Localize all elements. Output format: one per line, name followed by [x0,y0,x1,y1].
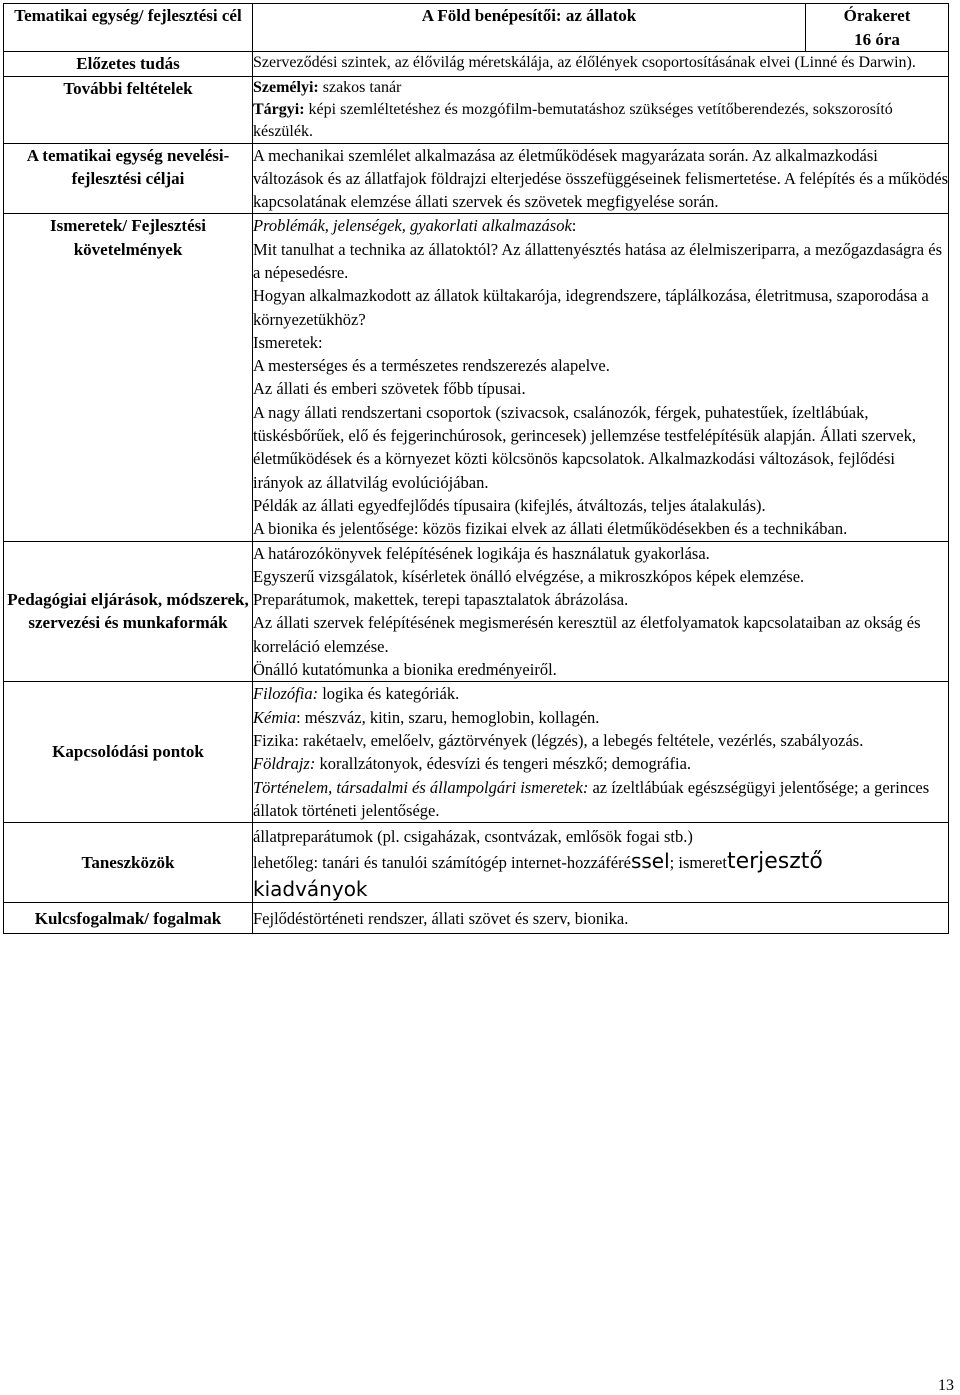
ismeretek-heading: Ismeretek: [253,332,323,352]
ismeretek-i2: Az állati és emberi szövetek főbb típusai. [253,379,526,399]
targyi-line: Tárgyi: képi szemléltetéshez és mozgófilm-bemutatáshoz szükséges vetítőberendezés, sokszorosító készülék. [253,100,893,140]
hours-value: 16 óra [854,29,900,49]
kulcsfogalmak-label: Kulcsfogalmak/ fogalmak [4,903,253,934]
szemelyi-label: Személyi: [253,78,319,96]
tovabbi-label: További feltételek [4,76,253,143]
page-number: 13 [938,1377,954,1394]
ismeretek-label: Ismeretek/ Fejlesztési követelmények [4,214,253,541]
pedagogiai-item: Az állati szervek felépítésének megismerésén keresztül az életfolyamatok kapcsolataiban az okság és korreláció elemzése. [253,613,921,656]
ismeretek-i3: A nagy állati rendszertani csoportok (szivacsok, csalánozók, férgek, puhatestűek, ízeltlábúak, tüskésbőrűek, elő és fejgerinchúrosok, gerincesek) jellemzése testfelépítésük alapján. Állati szervek, életműködések és a környezet közti kölcsönös kapcsolatok. Alkalmazkodási változások, fejlődési irányok az állatvilág evolúciójában. [253,402,916,492]
problems-heading: Problémák, jelenségek, gyakorlati alkalmazások: [253,216,577,236]
ismeretek-p2: Hogyan alkalmazkodott az állatok kültakarója, idegrendszere, táplálkozása, életritmusa, szaporodása a környezetükhöz? [253,286,929,329]
kapcsolodasi-row [4,682,949,823]
taneszkozok-label: Taneszközök [4,823,253,903]
filozofia-line: Filozófia: logika és kategóriák. [253,684,460,704]
ismeretek-p1: Mit tanulhat a technika az állatoktól? Az állattenyésztés hatása az élelmiszeriparra, a mezőgazdaságra és a népesedésre. [253,239,942,282]
curriculum-table [3,3,949,934]
kapcsolodasi-label: Kapcsolódási pontok [4,682,253,823]
taneszkozok-line3: kiadványok [253,877,368,902]
pedagogiai-item: Preparátumok, makettek, terepi tapasztalatok ábrázolása. [253,590,629,610]
szemelyi-line: Személyi: szakos tanár [253,78,402,96]
targyi-label: Tárgyi: [253,100,305,118]
taneszkozok-line2: lehetőleg: tanári és tanulói számítógép internet-hozzáféréssel; ismeretterjesztő [253,849,823,875]
celok-row [4,143,949,214]
fizika-line: Fizika: rakétaelv, emelőelv, gáztörvények (légzés), a lebegés feltétele, vezérlés, szabályozás. [253,730,864,750]
kemia-line: Kémia: mészváz, kitin, szaru, hemoglobin, kollagén. [253,707,600,727]
header-row [4,4,949,52]
unit-title: A Föld benépesítői: az állatok [253,4,806,51]
elozetes-row [4,52,949,77]
tortenelem-line: Történelem, társadalmi és állampolgári ismeretek: az ízeltlábúak egészségügyi jelentősége; a gerinces állatok történeti jelentősége. [253,777,930,820]
hours-cell [806,4,949,51]
taneszkozok-row [4,823,949,903]
header-inner [253,4,948,51]
foldrajz-line: Földrajz: korallzátonyok, édesvízi és tengeri mészkő; demográfia. [253,754,692,774]
elozetes-text: Szerveződési szintek, az élővilág méretskálája, az élőlények csoportosításának elvei (Linné és Darwin). [253,52,949,77]
celok-label: A tematikai egység nevelési-fejlesztési céljai [4,143,253,214]
taneszkozok-line1: állatpreparátumok (pl. csigaházak, csontvázak, emlősök fogai stb.) [253,827,693,847]
kulcsfogalmak-row [4,903,949,934]
ismeretek-i4: Példák az állati egyedfejlődés típusaira (kifejlés, átváltozás, teljes átalakulás). [253,495,766,515]
ismeretek-i5: A bionika és jelentősége: közös fizikai elvek az állati életműködésekben és a technikában. [253,519,848,539]
elozetes-label: Előzetes tudás [4,52,253,77]
celok-text: A mechanikai szemlélet alkalmazása az életműködések magyarázata során. Az alkalmazkodási változások és az állatfajok földrajzi elterjedése összefüggéseinek felismertetése. A felépítés és a működés kapcsolatának elemzése állati szervek és szövetek megfigyelése során. [253,143,949,214]
ismeretek-row [4,214,949,541]
kulcsfogalmak-text: Fejlődéstörténeti rendszer, állati szövet és szerv, bionika. [253,903,949,934]
pedagogiai-item: Önálló kutatómunka a bionika eredményeiről. [253,660,557,680]
pedagogiai-item: Egyszerű vizsgálatok, kísérletek önálló elvégzése, a mikroszkópos képek elemzése. [253,566,805,586]
pedagogiai-item: A határozókönyvek felépítésének logikája és használatuk gyakorlása. [253,543,710,563]
ismeretek-i1: A mesterséges és a természetes rendszerezés alapelve. [253,356,610,376]
header-label: Tematikai egység/ fejlesztési cél [4,4,253,52]
pedagogiai-label: Pedagógiai eljárások, módszerek, szervezési és munkaformák [4,541,253,682]
hours-label: Órakeret [843,6,911,25]
tovabbi-row [4,76,949,143]
pedagogiai-row [4,541,949,682]
